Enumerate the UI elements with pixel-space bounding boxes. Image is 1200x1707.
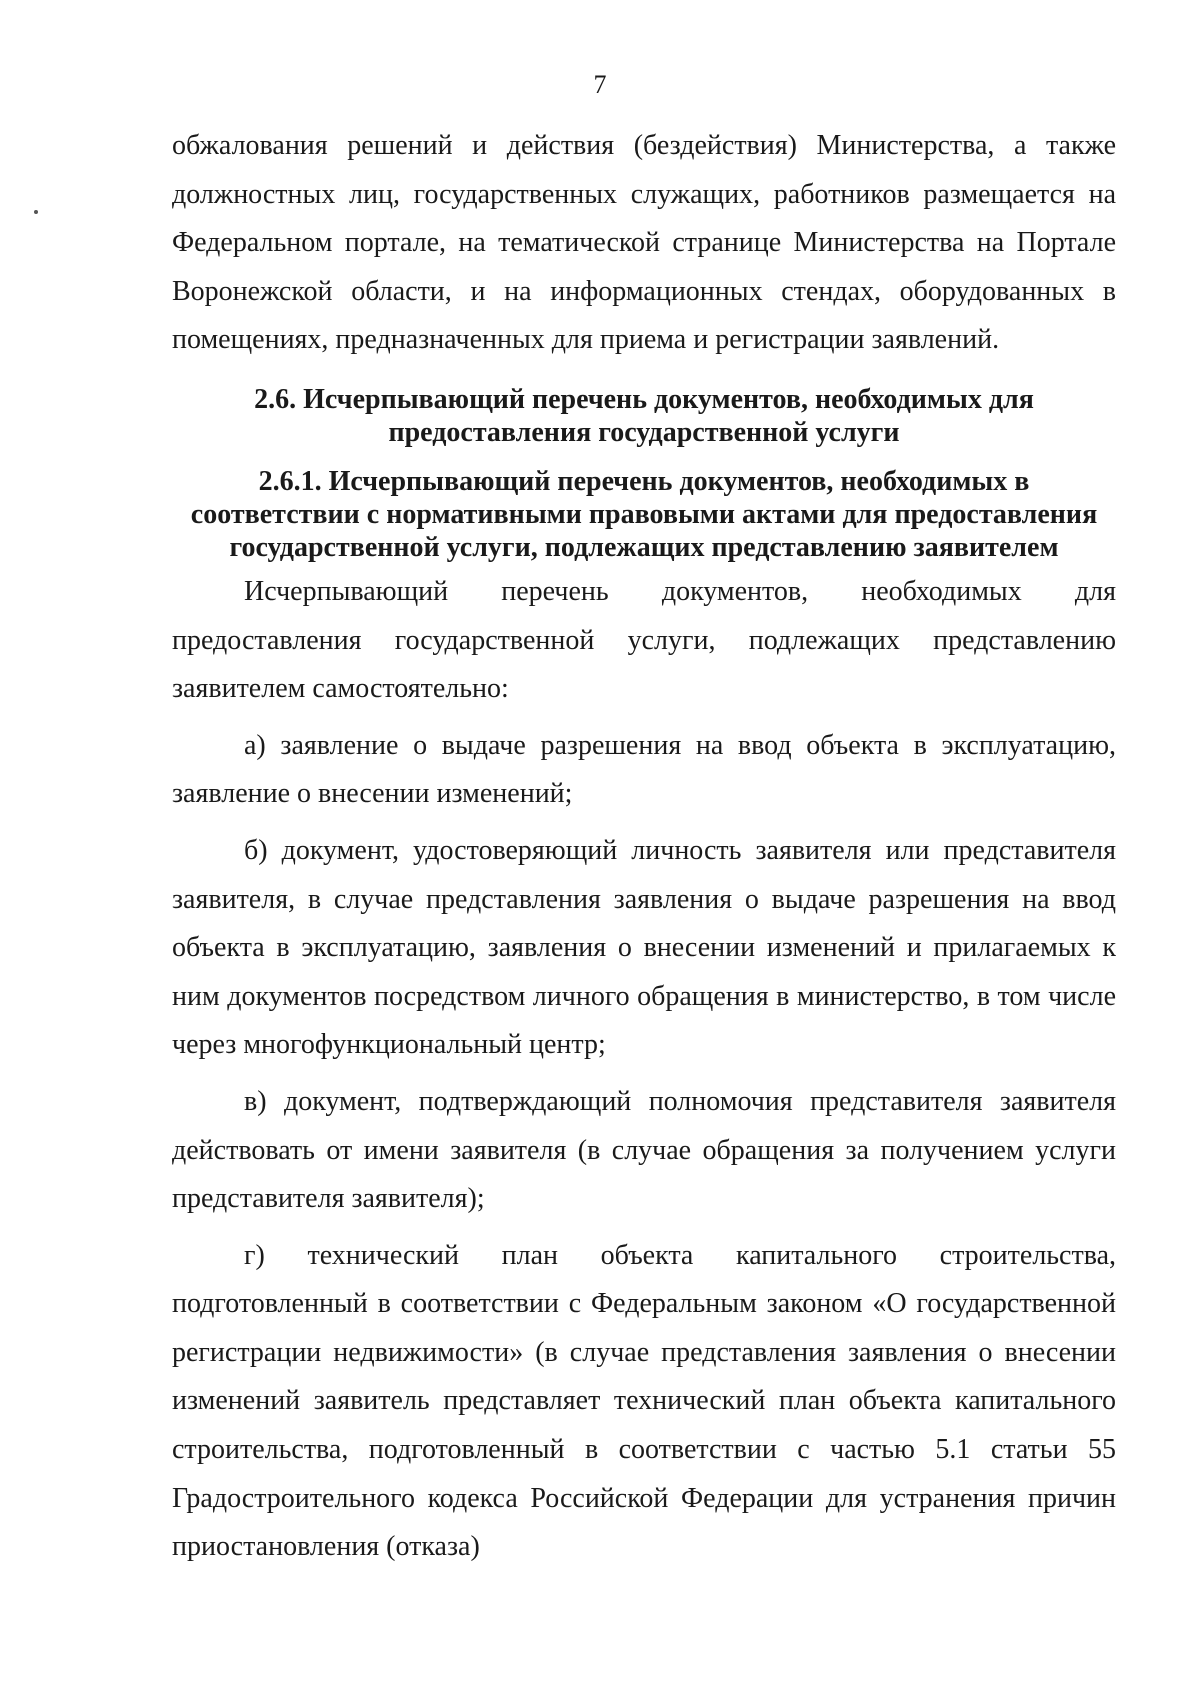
intro-paragraph: обжалования решений и действия (бездействия) Министерства, а также должностных лиц, государственных служащих, работников размещается на Федеральном портале, на тематической странице Министерства на Портале Воронежской области, и на информационных стендах, оборудованных в помещениях, предназначенных для приема и регистрации заявлений. (172, 130, 1116, 356)
list-item-b: б) документ, удостоверяющий личность заявителя или представителя заявителя, в случае представления заявления о выдаче разрешения на ввод объекта в эксплуатацию, заявления о внесении изменений и прилагаемых к ним документов посредством личного обращения в министерство, в том числе через многофункциональный центр; (172, 834, 1116, 1061)
scan-speck (34, 210, 38, 214)
lead-paragraph: Исчерпывающий перечень документов, необходимых для предоставления государственной услуги, подлежащих представлению заявителем самостоятельно: (172, 575, 1116, 705)
page-body (172, 122, 1116, 1572)
list-item-a: а) заявление о выдаче разрешения на ввод объекта в эксплуатацию, заявление о внесении изменений; (172, 729, 1116, 810)
list-item-g: г) технический план объекта капитального строительства, подготовленный в соответствии с Федеральным законом «О государственной регистрации недвижимости» (в случае представления заявления о внесении изменений заявитель представляет технический план объекта капитального строительства, подготовленный в соответствии с частью 5.1 статьи 55 Градостроительного кодекса Российской Федерации для устранения причин приостановления (отказа) (172, 1239, 1116, 1563)
subsection-heading: 2.6.1. Исчерпывающий перечень документов, необходимых в соответствии с нормативными правовыми актами для предоставления государственной услуги, подлежащих представлению заявителем (190, 465, 1098, 563)
list-item-v: в) документ, подтверждающий полномочия представителя заявителя действовать от имени заявителя (в случае обращения за получением услуги представителя заявителя); (172, 1085, 1116, 1215)
page-number: 7 (593, 70, 607, 99)
section-heading: 2.6. Исчерпывающий перечень документов, необходимых для предоставления государственной услуги (254, 383, 1034, 448)
